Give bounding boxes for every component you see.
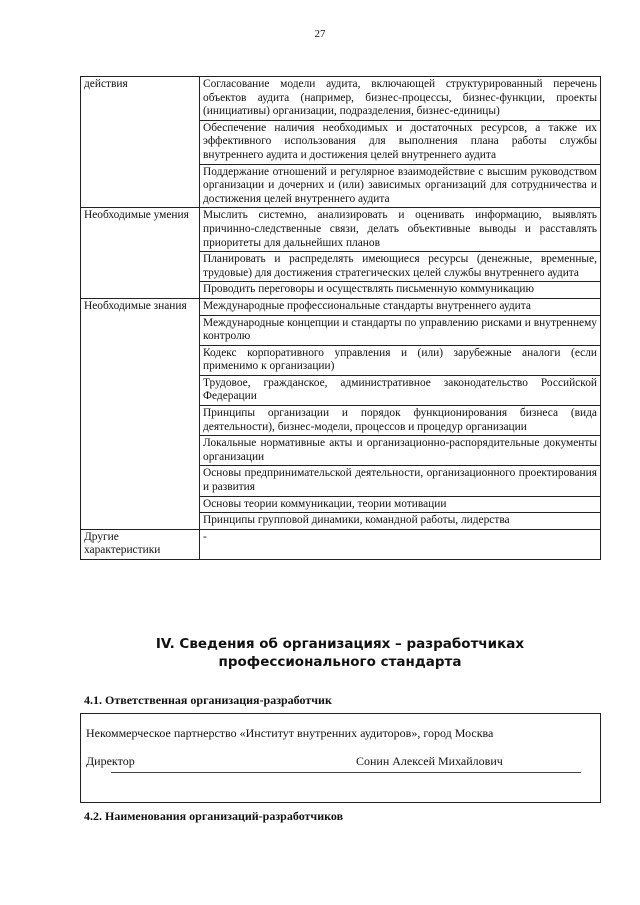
subsection-heading-4-2: 4.2. Наименования организаций-разработчиков [84, 809, 344, 823]
row-item: Проводить переговоры и осуществлять письменную коммуникацию [200, 282, 601, 299]
row-item: Трудовое, гражданское, административное законодательство Российской Федерации [200, 375, 601, 405]
org-role: Директор [86, 754, 135, 768]
row-item: Основы предпринимательской деятельности, организационного проектирования и развития [200, 466, 601, 496]
row-item: Кодекс корпоративного управления и (или) зарубежные аналоги (если применимо к организации) [200, 345, 601, 375]
row-category: Необходимые умения [81, 208, 200, 299]
row-category: Необходимые знания [81, 298, 200, 529]
org-person: Сонин Алексей Михайлович [356, 754, 503, 768]
row-item: Мыслить системно, анализировать и оценивать информацию, выявлять причинно-следственные связи, делать объективные выводы и расставлять приоритеты для дальнейших планов [200, 208, 601, 252]
row-category: Другие характеристики [81, 529, 200, 559]
row-item: Принципы групповой динамики, командной работы, лидерства [200, 513, 601, 530]
functions-table [80, 76, 601, 560]
row-item: Локальные нормативные акты и организационно-распорядительные документы организации [200, 436, 601, 466]
org-box [80, 713, 601, 803]
table-row [81, 208, 601, 252]
row-item: Основы теории коммуникации, теории мотивации [200, 496, 601, 513]
row-item: Международные профессиональные стандарты внутреннего аудита [200, 298, 601, 315]
row-item: Поддержание отношений и регулярное взаимодействие с высшим руководством организации и дочерних и (или) зависимых организаций для сотрудничества и достижения целей внутреннего аудита [200, 164, 601, 208]
row-item: - [200, 529, 601, 559]
row-item: Принципы организации и порядок функционирования бизнеса (вида деятельности), бизнес-модели, процессов и процедур организации [200, 406, 601, 436]
table-row [81, 77, 601, 121]
row-item: Международные концепции и стандарты по управлению рисками и внутреннему контролю [200, 315, 601, 345]
section-title: IV. Сведения об организациях – разработчиках профессионального стандарта [155, 636, 525, 670]
org-name: Некоммерческое партнерство «Институт внутренних аудиторов», город Москва [86, 726, 494, 740]
table-row [81, 529, 601, 559]
row-category: действия [81, 77, 200, 208]
subsection-heading-4-1: 4.1. Ответственная организация-разработчик [84, 693, 332, 707]
signature-line [111, 772, 581, 773]
row-item: Согласование модели аудита, включающей структурированный перечень объектов аудита (например, бизнес-процессы, бизнес-функции, проекты (инициативы) организации, подразделения, бизнес-единицы) [200, 77, 601, 121]
row-item: Планировать и распределять имеющиеся ресурсы (денежные, временные, трудовые) для достижения стратегических целей службы внутреннего аудита [200, 252, 601, 282]
page-number: 27 [314, 28, 326, 40]
row-item: Обеспечение наличия необходимых и достаточных ресурсов, а также их эффективного использования для выполнения плана работы службы внутреннего аудита и достижения целей внутреннего аудита [200, 120, 601, 164]
table-row [81, 298, 601, 315]
